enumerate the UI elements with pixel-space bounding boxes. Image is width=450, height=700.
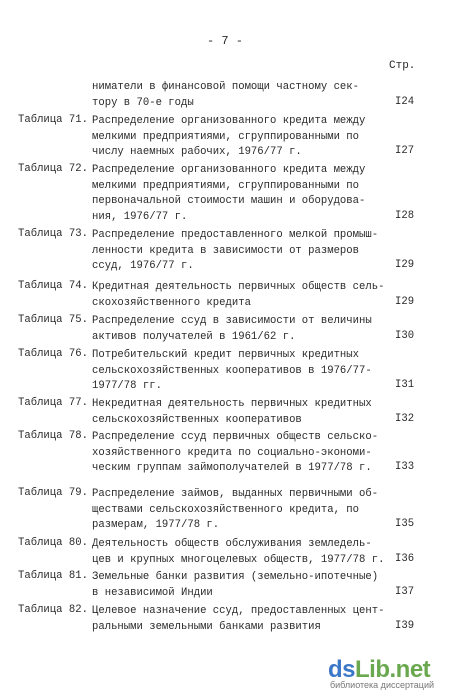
table-title (92, 348, 377, 395)
table-title-line: сельскохозяйственных кооперативов (92, 413, 302, 426)
table-title-line: мелкими предприятиями, сгруппированными по (92, 130, 360, 143)
page-ref: I24 (395, 95, 415, 108)
page-number: - 7 - (206, 34, 243, 48)
table-title (92, 314, 377, 345)
table-title-line: цев и крупных многоцелевых обществ, 1977/78 г. (92, 553, 385, 566)
table-title-line: Земельные банки развития (земельно-ипотечные) (92, 571, 379, 583)
table-title-line: ральными земельными банками развития (92, 620, 321, 633)
page-ref: I27 (395, 145, 415, 157)
table-number-label: Таблица 78. (18, 430, 88, 442)
table-title-line: Целевое назначение ссуд, предоставленных цент- (92, 605, 385, 617)
page-ref: I33 (395, 461, 415, 473)
page-column-header: Стр. (389, 60, 416, 72)
table-title-line: скохозяйственного кредита (92, 296, 251, 309)
table-number-label: Таблица 77. (18, 397, 88, 409)
table-title-line: Распределение организованного кредита между (92, 115, 366, 127)
table-title (92, 163, 377, 225)
page-ref: I31 (395, 379, 415, 391)
table-number-label: Таблица 80. (18, 537, 88, 549)
table-title-line: сельскохозяйственных кооперативов в 1976/77- (92, 364, 372, 377)
page-ref: I28 (395, 209, 415, 222)
table-number-label: Таблица 82. (18, 604, 88, 616)
page-ref: I32 (395, 412, 415, 425)
table-number-label: Таблица 73. (18, 228, 88, 240)
page-ref: I30 (395, 329, 415, 342)
table-number-label: Таблица 76. (18, 348, 88, 360)
table-title-line: Деятельность обществ обслуживания земледель- (92, 538, 372, 550)
page-ref: I37 (395, 585, 415, 598)
table-number-label: Таблица 79. (18, 487, 88, 499)
table-number-label: Таблица 81. (18, 570, 88, 582)
table-number-label: Таблица 72. (18, 163, 88, 175)
table-title-line: хозяйственного кредита по социально-экономи- (92, 446, 372, 459)
table-title-line: Распределение займов, выданных первичными об- (92, 488, 379, 500)
table-title-line: мелкими предприятиями, сгруппированными по (92, 179, 360, 192)
table-number-label: Таблица 71. (18, 114, 88, 126)
table-title (92, 537, 385, 568)
table-title-line: ссуд, 1976/77 г. (92, 260, 194, 272)
table-number-label: Таблица 75. (18, 314, 88, 326)
table-title-line: ческим группам займополучателей в 1977/78 г. (92, 462, 372, 474)
table-title-line: Некредитная деятельность первичных кредитных (92, 398, 372, 410)
table-title (92, 487, 377, 534)
table-title-line: тору в 70-е годы (92, 96, 194, 109)
page-ref: I29 (395, 295, 415, 308)
table-title-line: Потребительский кредит первичных кредитных (92, 349, 360, 361)
table-title-line: в независимой Индии (92, 586, 213, 599)
table-title-line: Кредитная деятельность первичных обществ сель- (92, 281, 385, 293)
watermark-subtitle: библиотека диссертаций (330, 680, 435, 690)
table-title-line: ниматели в финансовой помощи частному сек- (92, 81, 360, 93)
table-title-line: Распределение организованного кредита между (92, 164, 366, 176)
table-title (92, 397, 377, 428)
page-ref: I35 (395, 518, 415, 530)
table-title-line: активов получателей в 1961/62 г. (92, 330, 296, 343)
table-title-line: Распределение предоставленного мелкой промыш- (92, 229, 379, 241)
table-title-line: ния, 1976/77 г. (92, 210, 188, 223)
table-title-line: Распределение ссуд первичных обществ сельско- (92, 431, 379, 443)
table-title (92, 570, 377, 601)
table-title-line: ленности кредита в зависимости от размеров (92, 244, 360, 257)
table-title-line: первоначальной стоимости машин и оборудова- (92, 195, 366, 207)
watermark-logo: dsLib.net (328, 656, 431, 683)
table-title-line: ществами сельскохозяйственного кредита, по (92, 503, 360, 516)
table-title-line: Распределение ссуд в зависимости от величины (92, 315, 372, 327)
page-ref: I29 (395, 259, 415, 271)
table-title-line: размерам, 1977/78 г. (92, 519, 220, 531)
table-number-label: Таблица 74. (18, 280, 88, 292)
table-title (92, 430, 377, 477)
table-title (92, 604, 385, 635)
table-title (92, 80, 377, 111)
table-title (92, 114, 377, 161)
page-ref: I36 (395, 552, 415, 565)
table-title (92, 228, 377, 275)
table-title-line: числу наемных рабочих, 1976/77 г. (92, 146, 302, 158)
table-title (92, 280, 385, 311)
watermark (328, 656, 440, 692)
page-ref: I39 (395, 619, 415, 632)
table-title-line: 1977/78 гг. (92, 380, 162, 392)
